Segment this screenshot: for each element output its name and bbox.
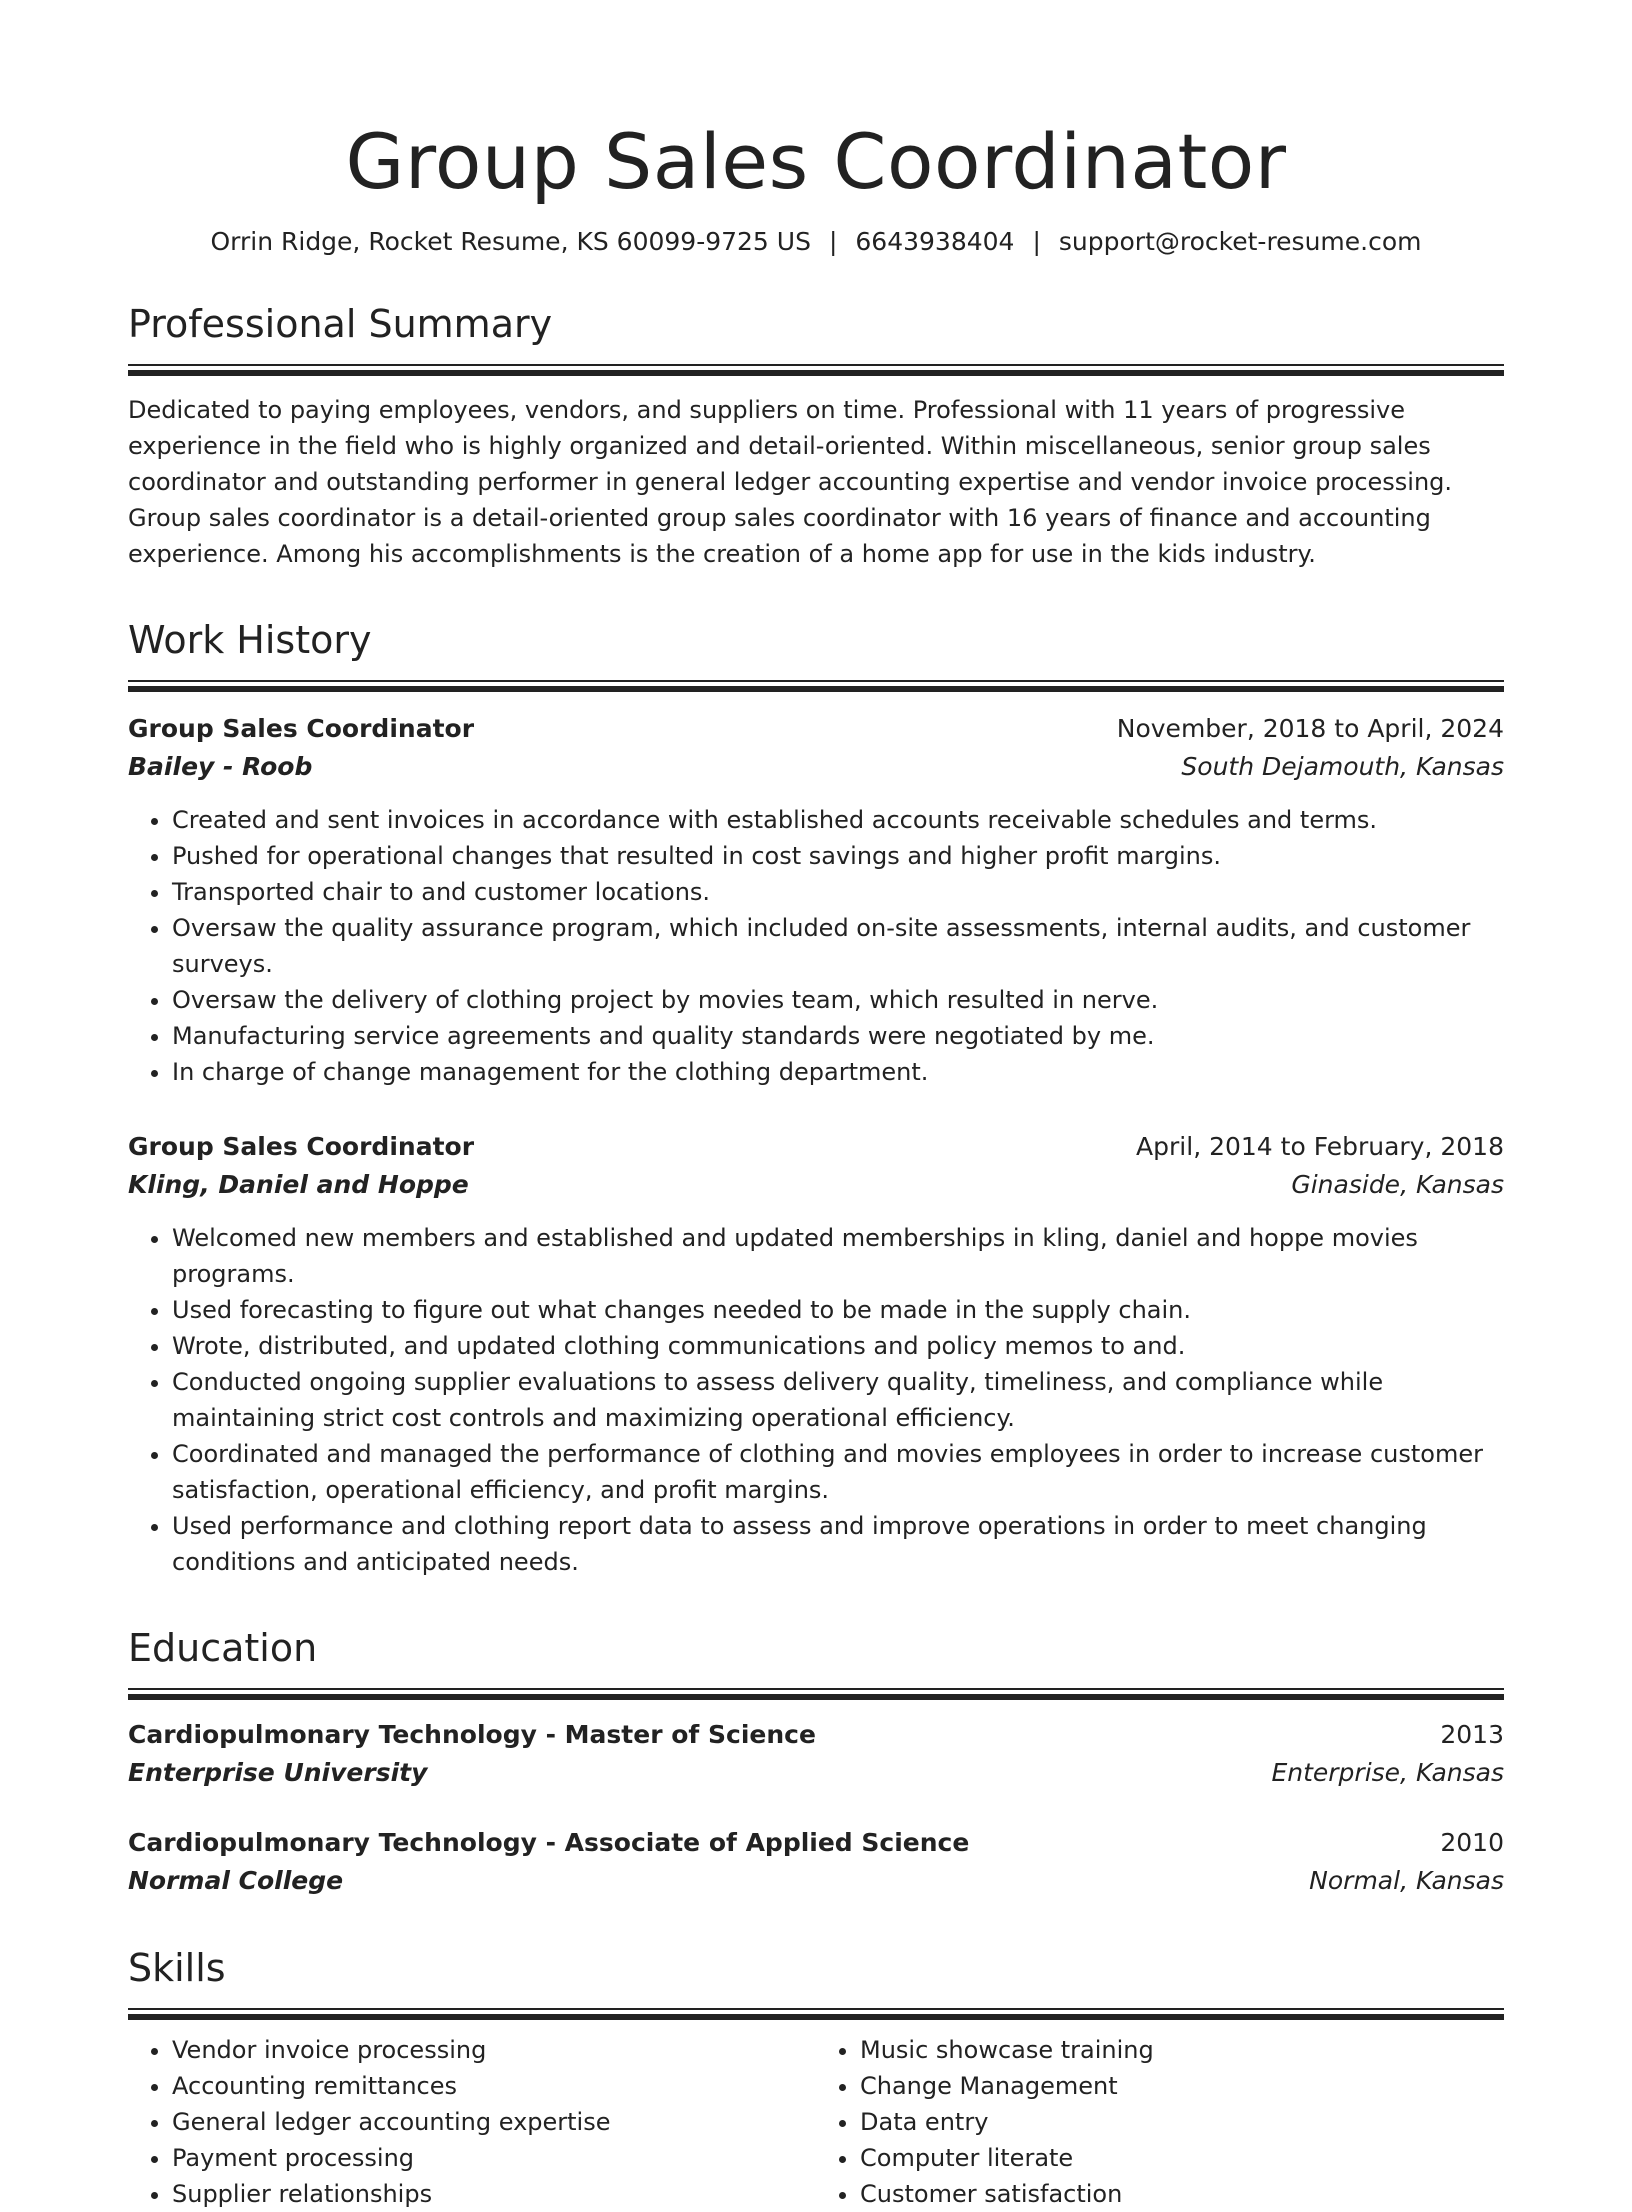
resume-name: Group Sales Coordinator: [345, 117, 1287, 206]
section-divider: [128, 2008, 1504, 2018]
job-bullet: • Oversaw the quality assurance program, which included on-site assessments, internal audits, and customer surveys.: [172, 910, 1504, 982]
job-dates: November, 2018 to April, 2024: [1116, 713, 1504, 743]
skill-item: • Customer satisfaction: [860, 2176, 1504, 2212]
job-entry: [128, 1128, 1504, 1580]
skill-item: • Payment processing: [172, 2140, 816, 2176]
job-entry: [128, 710, 1504, 1090]
job-bullet: • Used forecasting to figure out what changes needed to be made in the supply chain.: [172, 1292, 1504, 1328]
section-divider: [128, 680, 1504, 690]
job-bullets: [128, 1220, 1504, 1580]
work-section: [128, 620, 1504, 1580]
job-bullet: • Transported chair to and customer locations.: [172, 874, 1504, 910]
job-bullet: • Welcomed new members and established and updated memberships in kling, daniel and hoppe movies programs.: [172, 1220, 1504, 1292]
skill-item: • Vendor invoice processing: [172, 2032, 816, 2068]
summary-section: [128, 304, 1504, 572]
job-bullet: • Conducted ongoing supplier evaluations to assess delivery quality, timeliness, and compliance while maintaining strict cost controls and maximizing operational efficiency.: [172, 1364, 1504, 1436]
contact-separator: |: [828, 227, 838, 257]
section-title-education: Education: [128, 1625, 318, 1670]
job-company: Kling, Daniel and Hoppe: [128, 1169, 469, 1199]
skill-item: • Change Management: [860, 2068, 1504, 2104]
skill-item: • General ledger accounting expertise: [172, 2104, 816, 2140]
skills-section: [128, 1945, 1504, 2212]
education-section: [128, 1625, 1504, 1900]
skill-item: • Music showcase training: [860, 2032, 1504, 2068]
skills-column-right: [816, 2032, 1504, 2212]
education-degree: Cardiopulmonary Technology - Associate of Applied Science: [128, 1827, 970, 1857]
education-header-row: [128, 1824, 1504, 1862]
contact-line: [128, 227, 1504, 256]
section-title-skills: Skills: [128, 1945, 226, 1990]
skill-item: • Supplier relationships: [172, 2176, 816, 2212]
job-header-row: [128, 1128, 1504, 1166]
job-bullet: • Wrote, distributed, and updated clothing communications and policy memos to and.: [172, 1328, 1504, 1364]
skill-item: • Accounting remittances: [172, 2068, 816, 2104]
education-school-row: [128, 1862, 1504, 1900]
job-bullet: • In charge of change management for the clothing department.: [172, 1054, 1504, 1090]
skills-column-left: [128, 2032, 816, 2212]
job-location: South Dejamouth, Kansas: [1181, 751, 1504, 781]
contact-phone: 6643938404: [855, 227, 1015, 257]
education-degree: Cardiopulmonary Technology - Master of Science: [128, 1719, 816, 1749]
job-company: Bailey - Roob: [128, 751, 313, 781]
education-location: Normal, Kansas: [1309, 1865, 1504, 1895]
job-dates: April, 2014 to February, 2018: [1136, 1131, 1504, 1161]
skills-list: [128, 2032, 1504, 2212]
education-entry: [128, 1716, 1504, 1792]
job-company-row: [128, 748, 1504, 786]
education-school: Normal College: [128, 1865, 344, 1895]
skill-item: • Computer literate: [860, 2140, 1504, 2176]
job-bullet: • Manufacturing service agreements and quality standards were negotiated by me.: [172, 1018, 1504, 1054]
skill-item: • Data entry: [860, 2104, 1504, 2140]
job-role: Group Sales Coordinator: [128, 1131, 475, 1161]
job-bullet: • Pushed for operational changes that resulted in cost savings and higher profit margins.: [172, 838, 1504, 874]
job-role: Group Sales Coordinator: [128, 713, 475, 743]
education-school: Enterprise University: [128, 1757, 428, 1787]
job-header-row: [128, 710, 1504, 748]
job-bullet: • Coordinated and managed the performance of clothing and movies employees in order to increase customer satisfaction, operational efficiency, and profit margins.: [172, 1436, 1504, 1508]
summary-text: Dedicated to paying employees, vendors, and suppliers on time. Professional with 11 years of progressive experience in the field who is highly organized and detail-oriented. Within miscellaneous, senior group sales coordinator and outstanding performer in general ledger accounting expertise and vendor invoice processing. Group sales coordinator is a detail-oriented group sales coordinator with 16 years of finance and accounting experience. Among his accomplishments is the creation of a home app for use in the kids industry.: [128, 396, 1453, 569]
education-school-row: [128, 1754, 1504, 1792]
education-header-row: [128, 1716, 1504, 1754]
job-location: Ginaside, Kansas: [1291, 1169, 1504, 1199]
job-bullet: • Used performance and clothing report data to assess and improve operations in order to meet changing conditions and anticipated needs.: [172, 1508, 1504, 1580]
contact-address: Orrin Ridge, Rocket Resume, KS 60099-9725 US: [210, 227, 811, 257]
section-title-summary: Professional Summary: [128, 302, 553, 347]
education-year: 2010: [1440, 1827, 1504, 1857]
section-title-work: Work History: [128, 618, 372, 663]
education-location: Enterprise, Kansas: [1271, 1757, 1504, 1787]
section-divider: [128, 364, 1504, 374]
contact-email: support@rocket-resume.com: [1058, 227, 1422, 257]
job-bullets: [128, 802, 1504, 1090]
education-year: 2013: [1440, 1719, 1504, 1749]
education-entry: [128, 1824, 1504, 1900]
contact-separator: |: [1032, 227, 1041, 257]
job-bullet: • Oversaw the delivery of clothing project by movies team, which resulted in nerve.: [172, 982, 1504, 1018]
section-divider: [128, 1688, 1504, 1698]
job-bullet: • Created and sent invoices in accordance with established accounts receivable schedules and terms.: [172, 802, 1504, 838]
job-company-row: [128, 1166, 1504, 1204]
